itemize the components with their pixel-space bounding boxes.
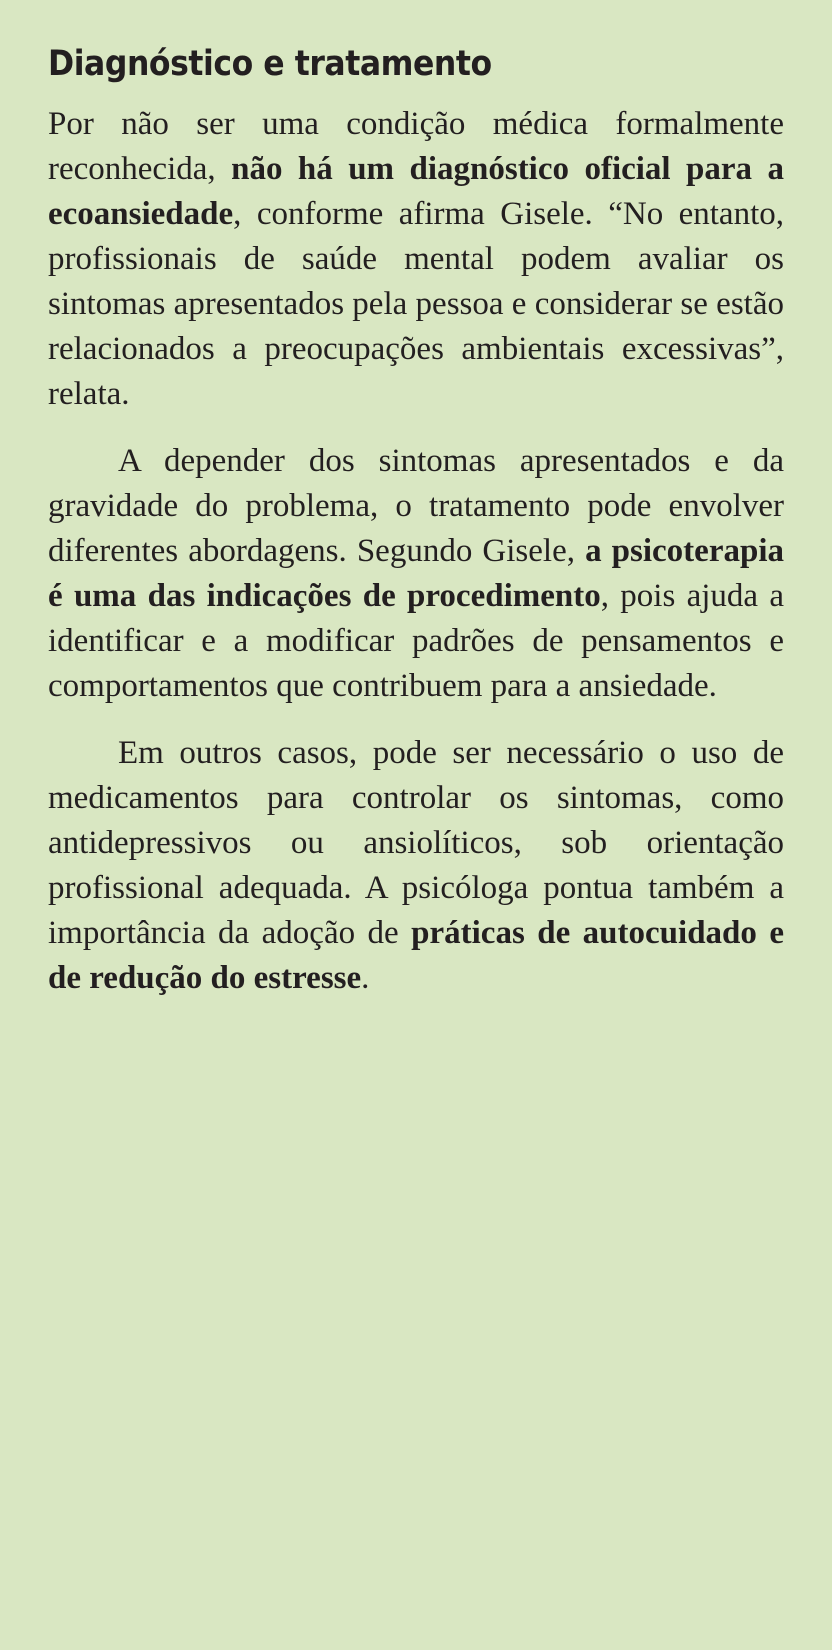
paragraph-text: , pois ajuda a identificar e a modificar padrões de pensamentos e comportamentos que contribuem para a ansiedade. [48,578,784,704]
paragraph-text: . [361,960,370,996]
paragraph-bold-text: a psicoterapia é uma das indicações de procedimento [48,533,784,614]
paragraph-text: Em outros casos, pode ser necessário o uso de medicamentos para controlar os sintomas, como antidepressivos ou ansiolíticos, sob orientação profissional adequada. A psicóloga pontua também a importância da adoção de [48,735,784,951]
paragraph-bold-text: práticas de autocuidado e de redução do estresse [48,915,784,996]
paragraph-diagnosis [48,102,784,417]
section-heading: Diagnóstico e tratamento [48,44,492,84]
paragraph-text: A depender dos sintomas apresentados e da gravidade do problema, o tratamento pode envolver diferentes abordagens. Segundo Gisele, [48,443,784,569]
paragraph-bold-text: não há um diagnóstico oficial para a ecoansiedade [48,151,784,232]
paragraph-text: , conforme afirma Gisele. “No entanto, profissionais de saúde mental podem avaliar os sintomas apresentados pela pessoa e considerar se estão relacionados a preocupações ambientais excessivas”, relata. [48,196,784,412]
paragraph-treatment [48,439,784,709]
paragraph-text: Por não ser uma condição médica formalmente reconhecida, [48,106,784,187]
paragraph-medication [48,731,784,1001]
article-box [48,40,784,1001]
